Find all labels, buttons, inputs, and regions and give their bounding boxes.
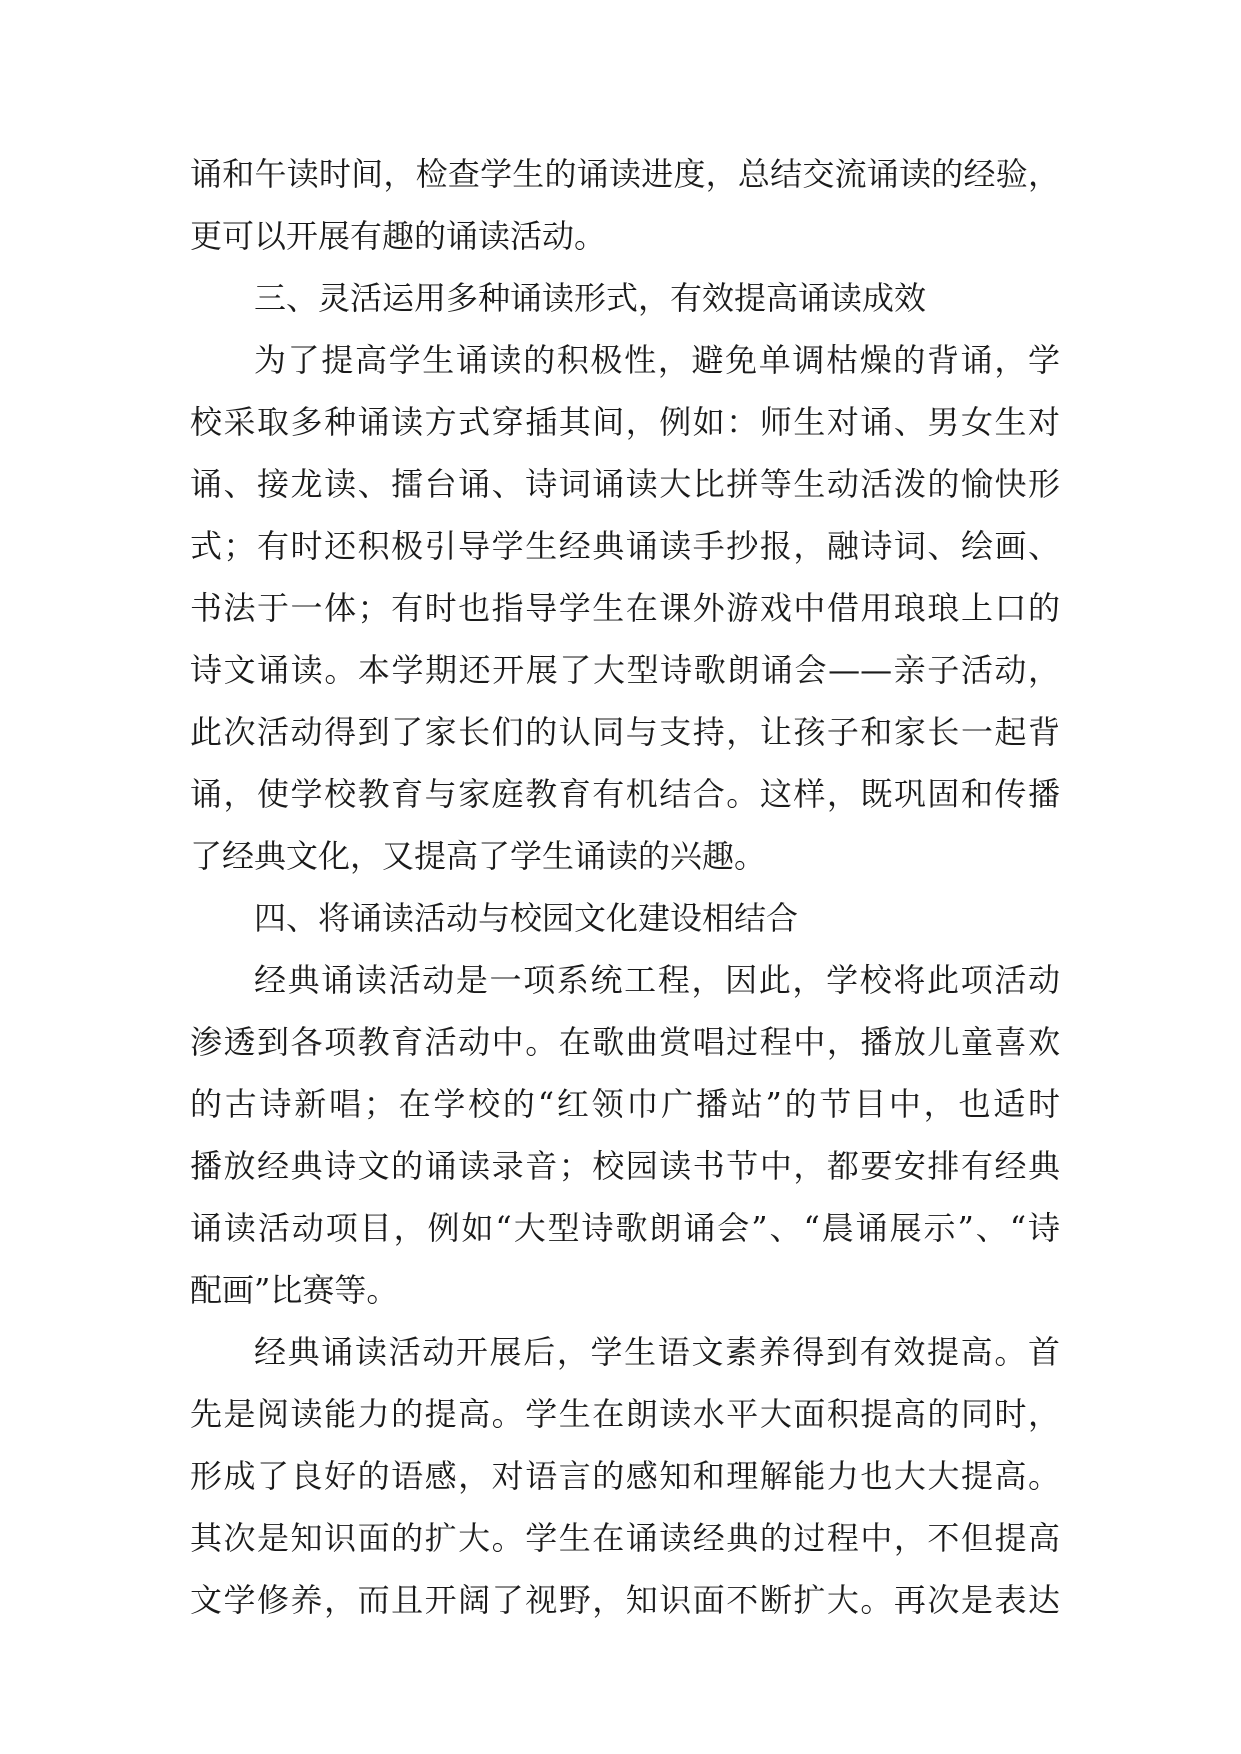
text-line: 诵，使学校教育与家庭教育有机结合。这样，既巩固和传播 bbox=[190, 775, 1060, 813]
text-line: 书法于一体；有时也指导学生在课外游戏中借用琅琅上口的 bbox=[190, 589, 1060, 627]
text-line: 配画”比赛等。 bbox=[190, 1271, 399, 1309]
text-line: 校采取多种诵读方式穿插其间，例如：师生对诵、男女生对 bbox=[190, 403, 1060, 441]
text-line: 经典诵读活动开展后，学生语文素养得到有效提高。首 bbox=[254, 1333, 1060, 1371]
text-line: 了经典文化，又提高了学生诵读的兴趣。 bbox=[190, 837, 767, 875]
section-heading: 三、灵活运用多种诵读形式，有效提高诵读成效 bbox=[254, 279, 927, 317]
text-line: 其次是知识面的扩大。学生在诵读经典的过程中，不但提高 bbox=[190, 1519, 1060, 1557]
text-line: 诵、接龙读、擂台诵、诗词诵读大比拼等生动活泼的愉快形 bbox=[190, 465, 1060, 503]
document-body bbox=[190, 143, 1060, 1631]
section-heading: 四、将诵读活动与校园文化建设相结合 bbox=[254, 899, 799, 937]
text-line: 先是阅读能力的提高。学生在朗读水平大面积提高的同时， bbox=[190, 1395, 1060, 1433]
text-line: 形成了良好的语感，对语言的感知和理解能力也大大提高。 bbox=[190, 1457, 1060, 1495]
text-line: 播放经典诗文的诵读录音；校园读书节中，都要安排有经典 bbox=[190, 1147, 1060, 1185]
text-line: 诗文诵读。本学期还开展了大型诗歌朗诵会——亲子活动， bbox=[190, 651, 1060, 689]
text-line: 经典诵读活动是一项系统工程，因此，学校将此项活动 bbox=[254, 961, 1060, 999]
text-line: 此次活动得到了家长们的认同与支持，让孩子和家长一起背 bbox=[190, 713, 1060, 751]
text-line: 诵读活动项目，例如“大型诗歌朗诵会”、“晨诵展示”、“诗 bbox=[190, 1209, 1060, 1247]
text-line: 更可以开展有趣的诵读活动。 bbox=[190, 217, 607, 255]
text-line: 渗透到各项教育活动中。在歌曲赏唱过程中，播放儿童喜欢 bbox=[190, 1023, 1060, 1061]
text-line: 诵和午读时间，检查学生的诵读进度，总结交流诵读的经验， bbox=[190, 155, 1060, 193]
text-line: 为了提高学生诵读的积极性，避免单调枯燥的背诵，学 bbox=[254, 341, 1060, 379]
text-line: 的古诗新唱；在学校的“红领巾广播站”的节目中，也适时 bbox=[190, 1085, 1060, 1123]
text-line: 式；有时还积极引导学生经典诵读手抄报，融诗词、绘画、 bbox=[190, 527, 1060, 565]
text-line: 文学修养，而且开阔了视野，知识面不断扩大。再次是表达 bbox=[190, 1581, 1060, 1619]
